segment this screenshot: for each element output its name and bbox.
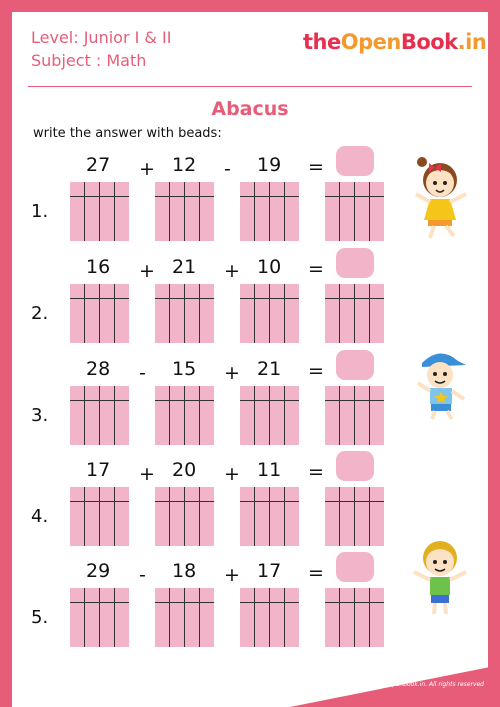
abacus-rod bbox=[199, 588, 200, 647]
boy-cap-cartoon-icon bbox=[410, 345, 474, 420]
equals-sign: = bbox=[308, 156, 324, 178]
abacus-rod bbox=[199, 386, 200, 445]
abacus-grid[interactable] bbox=[70, 386, 129, 445]
abacus-rod bbox=[169, 284, 170, 343]
abacus-rod bbox=[254, 487, 255, 546]
operand-c: 10 bbox=[257, 256, 282, 278]
abacus-rod bbox=[339, 386, 340, 445]
operator-1: + bbox=[139, 463, 155, 485]
boy-cartoon-icon bbox=[404, 536, 476, 616]
problem-number: 1. bbox=[31, 201, 49, 222]
abacus-rod bbox=[284, 182, 285, 241]
operator-2: + bbox=[224, 564, 240, 586]
abacus-rod bbox=[114, 487, 115, 546]
abacus-grid[interactable] bbox=[70, 284, 129, 343]
operand-a: 17 bbox=[86, 459, 111, 481]
abacus-grid[interactable] bbox=[325, 487, 384, 546]
equals-sign: = bbox=[308, 258, 324, 280]
abacus-rod bbox=[84, 588, 85, 647]
abacus-grid[interactable] bbox=[240, 284, 299, 343]
worksheet-header bbox=[31, 26, 171, 72]
abacus-rod bbox=[184, 182, 185, 241]
abacus-rod bbox=[339, 284, 340, 343]
equals-sign: = bbox=[308, 562, 324, 584]
abacus-grid[interactable] bbox=[70, 588, 129, 647]
abacus-rod bbox=[369, 588, 370, 647]
operator-1: + bbox=[139, 260, 155, 282]
abacus-rod bbox=[184, 284, 185, 343]
abacus-rod bbox=[369, 386, 370, 445]
operand-a: 16 bbox=[86, 256, 111, 278]
abacus-rod bbox=[99, 386, 100, 445]
equals-sign: = bbox=[308, 461, 324, 483]
abacus-rod bbox=[254, 284, 255, 343]
abacus-rod bbox=[84, 284, 85, 343]
abacus-rod bbox=[114, 182, 115, 241]
abacus-rod bbox=[354, 284, 355, 343]
operand-a: 29 bbox=[86, 560, 111, 582]
abacus-grid[interactable] bbox=[240, 182, 299, 241]
operand-c: 11 bbox=[257, 459, 282, 481]
operand-b: 18 bbox=[172, 560, 197, 582]
abacus-rod bbox=[114, 588, 115, 647]
problem-number: 4. bbox=[31, 506, 49, 527]
answer-box[interactable] bbox=[336, 451, 374, 481]
operator-2: + bbox=[224, 260, 240, 282]
abacus-grid[interactable] bbox=[325, 386, 384, 445]
operand-b: 21 bbox=[172, 256, 197, 278]
abacus-rod bbox=[284, 487, 285, 546]
operator-1: - bbox=[139, 564, 146, 586]
abacus-rod bbox=[369, 182, 370, 241]
abacus-rod bbox=[339, 588, 340, 647]
abacus-grid[interactable] bbox=[155, 284, 214, 343]
answer-box[interactable] bbox=[336, 146, 374, 176]
abacus-grid[interactable] bbox=[325, 588, 384, 647]
page-title: Abacus bbox=[211, 98, 289, 120]
abacus-rod bbox=[114, 284, 115, 343]
operand-c: 17 bbox=[257, 560, 282, 582]
brand-part-2: Open bbox=[340, 30, 401, 54]
abacus-rod bbox=[184, 487, 185, 546]
problem-number: 5. bbox=[31, 607, 49, 628]
abacus-grid[interactable] bbox=[240, 487, 299, 546]
abacus-rod bbox=[199, 182, 200, 241]
abacus-rod bbox=[114, 386, 115, 445]
operator-2: - bbox=[224, 158, 231, 180]
abacus-rod bbox=[354, 588, 355, 647]
operand-c: 21 bbox=[257, 358, 282, 380]
abacus-rod bbox=[199, 284, 200, 343]
problem-number: 3. bbox=[31, 405, 49, 426]
brand-logo bbox=[303, 30, 486, 54]
operator-2: + bbox=[224, 463, 240, 485]
instruction-text: write the answer with beads: bbox=[33, 126, 222, 141]
abacus-rod bbox=[99, 182, 100, 241]
abacus-rod bbox=[369, 284, 370, 343]
answer-box[interactable] bbox=[336, 552, 374, 582]
abacus-rod bbox=[354, 182, 355, 241]
abacus-rod bbox=[199, 487, 200, 546]
subject-label: Subject : Math bbox=[31, 51, 147, 70]
abacus-rod bbox=[254, 588, 255, 647]
abacus-rod bbox=[354, 487, 355, 546]
girl-cartoon-icon bbox=[410, 150, 478, 242]
abacus-grid[interactable] bbox=[155, 588, 214, 647]
abacus-rod bbox=[339, 182, 340, 241]
header-divider bbox=[28, 86, 472, 87]
operand-c: 19 bbox=[257, 154, 282, 176]
abacus-rod bbox=[369, 487, 370, 546]
abacus-rod bbox=[284, 386, 285, 445]
abacus-rod bbox=[254, 182, 255, 241]
brand-part-3: Book bbox=[400, 30, 458, 54]
abacus-rod bbox=[99, 588, 100, 647]
abacus-rod bbox=[269, 588, 270, 647]
abacus-rod bbox=[284, 284, 285, 343]
abacus-rod bbox=[269, 386, 270, 445]
abacus-grid[interactable] bbox=[155, 182, 214, 241]
operator-1: + bbox=[139, 158, 155, 180]
abacus-rod bbox=[99, 284, 100, 343]
abacus-rod bbox=[84, 182, 85, 241]
abacus-rod bbox=[169, 487, 170, 546]
abacus-rod bbox=[169, 182, 170, 241]
abacus-rod bbox=[99, 487, 100, 546]
operator-1: - bbox=[139, 362, 146, 384]
operand-b: 15 bbox=[172, 358, 197, 380]
abacus-rod bbox=[184, 386, 185, 445]
operand-a: 28 bbox=[86, 358, 111, 380]
abacus-grid[interactable] bbox=[155, 386, 214, 445]
brand-part-4: .in bbox=[457, 30, 487, 54]
abacus-grid[interactable] bbox=[240, 386, 299, 445]
answer-box[interactable] bbox=[336, 350, 374, 380]
abacus-grid[interactable] bbox=[70, 182, 129, 241]
abacus-rod bbox=[269, 182, 270, 241]
abacus-rod bbox=[269, 487, 270, 546]
copyright-text: Copyright © theopenbook.in. All rights reserved bbox=[339, 681, 484, 688]
abacus-rod bbox=[169, 588, 170, 647]
brand-part-1: the bbox=[303, 30, 341, 54]
abacus-rod bbox=[84, 386, 85, 445]
operator-2: + bbox=[224, 362, 240, 384]
problem-number: 2. bbox=[31, 303, 49, 324]
abacus-rod bbox=[169, 386, 170, 445]
abacus-grid[interactable] bbox=[325, 284, 384, 343]
answer-box[interactable] bbox=[336, 248, 374, 278]
abacus-rod bbox=[84, 487, 85, 546]
abacus-grid[interactable] bbox=[155, 487, 214, 546]
level-label: Level: Junior I & II bbox=[31, 28, 172, 47]
operand-b: 12 bbox=[172, 154, 197, 176]
abacus-rod bbox=[269, 284, 270, 343]
operand-a: 27 bbox=[86, 154, 111, 176]
abacus-grid[interactable] bbox=[240, 588, 299, 647]
abacus-rod bbox=[184, 588, 185, 647]
equals-sign: = bbox=[308, 360, 324, 382]
abacus-grid[interactable] bbox=[70, 487, 129, 546]
abacus-rod bbox=[284, 588, 285, 647]
abacus-rod bbox=[339, 487, 340, 546]
abacus-grid[interactable] bbox=[325, 182, 384, 241]
abacus-rod bbox=[254, 386, 255, 445]
abacus-rod bbox=[354, 386, 355, 445]
operand-b: 20 bbox=[172, 459, 197, 481]
